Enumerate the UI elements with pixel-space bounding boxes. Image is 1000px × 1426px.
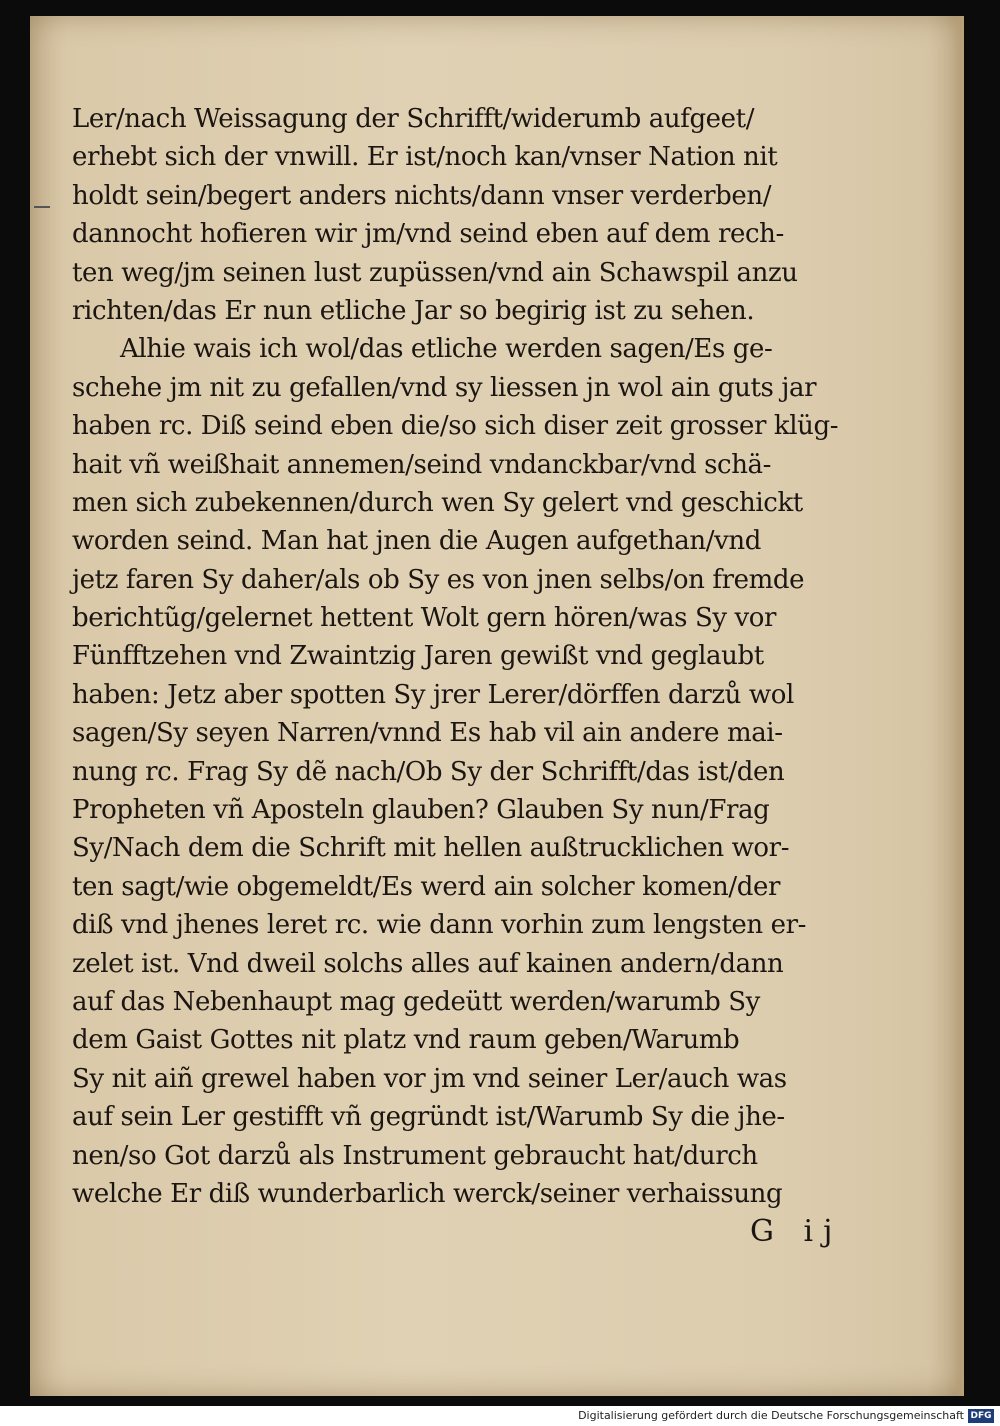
page-edge-shadow [954, 16, 964, 1396]
text-line: auf sein Ler gestifft vñ gegründt ist/Warumb Sy die jhe- [72, 1102, 785, 1133]
text-line: sagen/Sy seyen Narren/vnnd Es hab vil ain andere mai- [72, 718, 783, 749]
text-line: dem Gaist Gottes nit platz vnd raum geben/Warumb [72, 1025, 740, 1056]
text-line: Ler/nach Weissagung der Schrifft/widerumb aufgeet/ [72, 104, 755, 134]
text-line: Sy/Nach dem die Schrift mit hellen außtrucklichen wor- [72, 833, 790, 864]
text-line: zelet ist. Vnd dweil solchs alles auf kainen andern/dann [72, 948, 784, 979]
signature-mark: G ij [750, 1214, 843, 1249]
text-line: ten sagt/wie obgemeldt/Es werd ain solcher komen/der [72, 871, 781, 902]
footer-credit: Digitalisierung gefördert durch die Deutsche Forschungsgemeinschaft [578, 1409, 964, 1422]
text-line: Sy nit aiñ grewel haben vor jm vnd seiner Ler/auch was [72, 1063, 787, 1094]
margin-mark [34, 206, 50, 208]
text-line: ten weg/jm seinen lust zupüssen/vnd ain Schawspil anzu [72, 257, 798, 288]
text-line: berichtũg/gelernet hettent Wolt gern hören/was Sy vor [72, 603, 777, 634]
text-line: haben rc. Diß seind eben die/so sich diser zeit grosser klüg- [72, 411, 839, 442]
text-line: jetz faren Sy daher/als ob Sy es von jnen selbs/on fremde [72, 564, 805, 595]
text-line: hait vñ weißhait annemen/seind vndanckbar/vnd schä- [72, 449, 772, 480]
text-line: dannocht hofieren wir jm/vnd seind eben auf dem rech- [72, 219, 784, 250]
text-line: nen/so Got darzů als Instrument gebraucht hat/durch [72, 1140, 758, 1171]
text-line: Alhie wais ich wol/das etliche werden sagen/Es ge- [120, 334, 773, 365]
text-line: erhebt sich der vnwill. Er ist/noch kan/vnser Nation nit [72, 142, 778, 173]
text-line: haben: Jetz aber spotten Sy jrer Lerer/dörffen darzů wol [72, 679, 794, 710]
footer-bar [0, 1406, 1000, 1426]
text-line: men sich zubekennen/durch wen Sy gelert vnd geschickt [72, 487, 803, 518]
text-line: schehe jm nit zu gefallen/vnd sy liessen jn wol ain guts jar [72, 372, 817, 403]
text-line: Propheten vñ Aposteln glauben? Glauben Sy nun/Frag [72, 795, 770, 826]
text-line: worden seind. Man hat jnen die Augen aufgethan/vnd [72, 526, 761, 557]
text-line: welche Er diß wunderbarlich werck/seiner verhaissung [72, 1178, 783, 1209]
dfg-logo: DFG [968, 1409, 994, 1423]
text-line: holdt sein/begert anders nichts/dann vnser verderben/ [72, 180, 772, 211]
page-text-block [72, 100, 922, 1213]
text-line: diß vnd jhenes leret rc. wie dann vorhin zum lengsten er- [72, 910, 807, 941]
text-line: nung rc. Frag Sy dẽ nach/Ob Sy der Schrifft/das ist/den [72, 756, 785, 787]
text-line: auf das Nebenhaupt mag gedeütt werden/warumb Sy [72, 986, 760, 1017]
book-page [30, 16, 964, 1396]
text-line: richten/das Er nun etliche Jar so begirig ist zu sehen. [72, 295, 755, 326]
text-line: Fünfftzehen vnd Zwaintzig Jaren gewißt vnd geglaubt [72, 641, 764, 672]
